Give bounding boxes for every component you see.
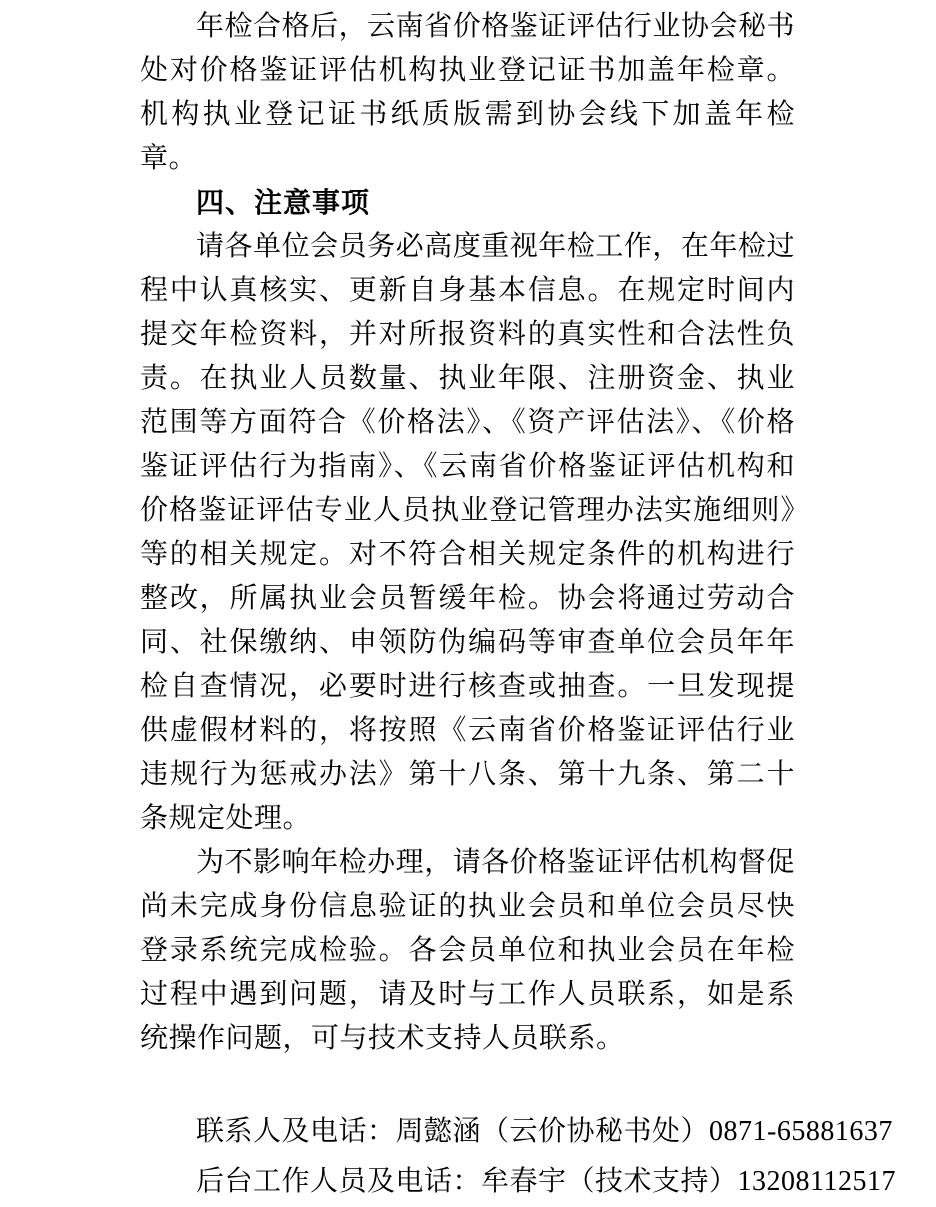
paragraph-notice-requirements: 请各单位会员务必高度重视年检工作，在年检过程中认真核实、更新自身基本信息。在规定时间内提交年检资料，并对所报资料的真实性和合法性负责。在执业人员数量、执业年限、注册资金、执业范围等方面符合《价格法》、《资产评估法》、《价格鉴证评估行为指南》、《云南省价格鉴证评估机构和价格鉴证评估专业人员执业登记管理办法实施细则》等的相关规定。对不符合相关规定条件的机构进行整改，所属执业会员暂缓年检。协会将通过劳动合同、社保缴纳、申领防伪编码等审查单位会员年年检自查情况，必要时进行核查或抽查。一旦发现提供虚假材料的，将按照《云南省价格鉴证评估行业违规行为惩戒办法》第十八条、第十九条、第二十条规定处理。 — [140, 231, 795, 834]
paragraph-verification-reminder: 为不影响年检办理，请各价格鉴证评估机构督促尚未完成身份信息验证的执业会员和单位会员尽快登录系统完成检验。各会员单位和执业会员在年检过程中遇到问题，请及时与工作人员联系，如是系统操作问题，可与技术支持人员联系。 — [140, 847, 795, 1054]
contact-tech-support-phone: 后台工作人员及电话：牟春宇（技术支持）13208112517 — [196, 1166, 896, 1197]
paragraph-annual-inspection-seal: 年检合格后，云南省价格鉴证评估行业协会秘书处对价格鉴证评估机构执业登记证书加盖年检章。机构执业登记证书纸质版需到协会线下加盖年检章。 — [140, 11, 795, 174]
contact-info-block — [140, 1107, 896, 1207]
contact-secretary-phone: 联系人及电话：周懿涵（云价协秘书处）0871-65881637 — [196, 1116, 893, 1147]
section-heading-notes: 四、注意事项 — [196, 187, 371, 218]
